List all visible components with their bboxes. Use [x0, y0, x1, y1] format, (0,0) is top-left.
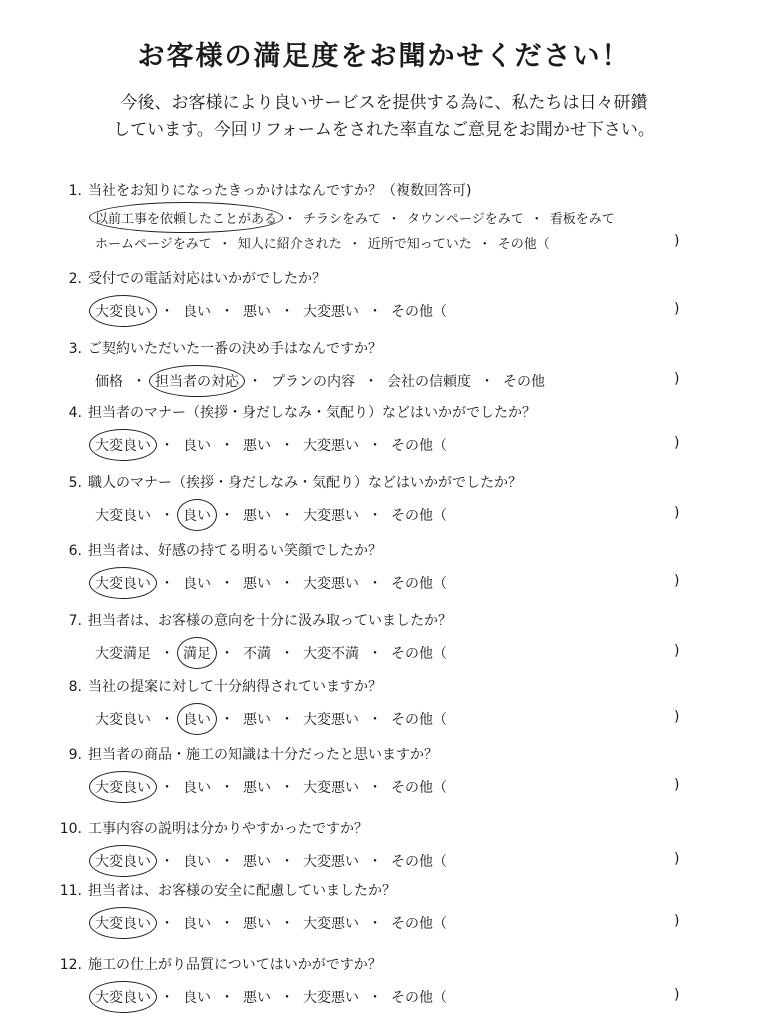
option: その他（ — [391, 304, 447, 320]
option: 価格 — [95, 374, 123, 390]
option-separator: ・ — [248, 374, 262, 390]
option: 大変悪い — [303, 576, 359, 592]
option-separator: ・ — [132, 374, 146, 390]
option-row — [95, 643, 447, 663]
option: 近所で知っていた — [367, 237, 472, 252]
question-text — [0, 744, 438, 764]
selected-option: 大変良い — [95, 777, 151, 797]
intro-line: しています。今回リフォームをされた率直なご意見をお聞かせ下さい。 — [113, 120, 655, 140]
option-row — [95, 301, 447, 321]
closing-paren: ) — [674, 851, 680, 867]
question-label: 担当者は、好感の持てる明るい笑顔でしたか？ — [88, 543, 382, 559]
selected-option: 担当者の対応 — [155, 371, 239, 391]
question-label: 当社をお知りになったきっかけはなんですか？（複数回答可) — [88, 183, 472, 199]
option: 良い — [183, 304, 211, 320]
option-separator: ・ — [160, 304, 174, 320]
option: タウンページをみて — [407, 212, 524, 227]
option-separator: ・ — [368, 916, 382, 932]
question-number: 1. — [68, 183, 82, 199]
option-separator: ・ — [220, 508, 234, 524]
question-number: 9. — [68, 747, 82, 763]
option-separator: ・ — [160, 508, 174, 524]
survey-title: お客様の満足度をお聞かせください！ — [137, 41, 631, 72]
option: その他（ — [391, 576, 447, 592]
question-label: 担当者の商品・施工の知識は十分だったと思いますか？ — [88, 747, 438, 763]
option-separator: ・ — [220, 780, 234, 796]
option: 大変良い — [95, 712, 151, 728]
option-separator: ・ — [160, 916, 174, 932]
option: 知人に紹介された — [237, 237, 342, 252]
question-label: 施工の仕上がり品質についてはいかがですか？ — [88, 957, 382, 973]
option-separator: ・ — [220, 854, 234, 870]
option-row — [95, 709, 447, 729]
question-label: 受付での電話対応はいかがでしたか？ — [88, 271, 326, 287]
option-separator: ・ — [160, 646, 174, 662]
option-separator: ・ — [280, 712, 294, 728]
option-separator: ・ — [478, 237, 492, 252]
option: 大変満足 — [95, 646, 151, 662]
option-separator: ・ — [220, 304, 234, 320]
selected-option: 満足 — [183, 643, 211, 663]
question-number: 8. — [68, 679, 82, 695]
option-separator: ・ — [280, 916, 294, 932]
option-row — [95, 505, 447, 525]
question-label: 工事内容の説明は分かりやすかったですか？ — [88, 821, 368, 837]
option: 悪い — [243, 508, 271, 524]
closing-paren: ) — [674, 709, 680, 725]
selected-option: 大変良い — [95, 987, 151, 1007]
option-separator: ・ — [280, 646, 294, 662]
question-text — [0, 268, 326, 288]
option-row — [95, 573, 447, 593]
question-label: 担当者は、お客様の意向を十分に汲み取っていましたか？ — [88, 613, 452, 629]
option-separator: ・ — [160, 576, 174, 592]
option-separator: ・ — [283, 212, 297, 227]
option: その他（ — [391, 916, 447, 932]
question-text — [0, 676, 382, 696]
option: 大変悪い — [303, 304, 359, 320]
option-separator: ・ — [280, 304, 294, 320]
selected-option: 大変良い — [95, 573, 151, 593]
option-separator: ・ — [368, 576, 382, 592]
closing-paren: ) — [674, 371, 680, 387]
option-row — [95, 777, 447, 797]
question-number: 6. — [68, 543, 82, 559]
selected-option: 大変良い — [95, 435, 151, 455]
option-separator: ・ — [160, 438, 174, 454]
option-separator: ・ — [160, 780, 174, 796]
question-text — [0, 880, 396, 900]
option: 大変悪い — [303, 854, 359, 870]
option-separator: ・ — [368, 854, 382, 870]
selected-option: 良い — [183, 505, 211, 525]
option: 悪い — [243, 576, 271, 592]
option: 看板をみて — [549, 212, 615, 227]
option-separator: ・ — [220, 438, 234, 454]
option: 大変悪い — [303, 916, 359, 932]
question-label: 担当者のマナー（挨拶・身だしなみ・気配り）などはいかがでしたか？ — [88, 405, 536, 421]
option: 良い — [183, 576, 211, 592]
option: その他（ — [391, 990, 447, 1006]
option-row — [95, 233, 550, 252]
option-separator: ・ — [280, 854, 294, 870]
option-separator: ・ — [480, 374, 494, 390]
question-text — [0, 818, 368, 838]
option: 良い — [183, 854, 211, 870]
option: 悪い — [243, 438, 271, 454]
option: 悪い — [243, 780, 271, 796]
option-separator: ・ — [280, 780, 294, 796]
closing-paren: ) — [674, 643, 680, 659]
option: 大変悪い — [303, 780, 359, 796]
option-separator: ・ — [368, 508, 382, 524]
question-text — [0, 540, 382, 560]
option: その他（ — [497, 237, 550, 252]
question-label: ご契約いただいた一番の決め手はなんですか？ — [88, 341, 382, 357]
option-separator: ・ — [160, 712, 174, 728]
question-label: 当社の提案に対して十分納得されていますか？ — [88, 679, 382, 695]
option-separator: ・ — [220, 646, 234, 662]
option-row — [95, 435, 447, 455]
option-separator: ・ — [368, 990, 382, 1006]
option-separator: ・ — [280, 438, 294, 454]
closing-paren: ) — [674, 301, 680, 317]
option-separator: ・ — [218, 237, 232, 252]
option: その他（ — [391, 646, 447, 662]
option: その他（ — [391, 780, 447, 796]
option-separator: ・ — [364, 374, 378, 390]
option-separator: ・ — [348, 237, 362, 252]
option: 悪い — [243, 990, 271, 1006]
option-row — [95, 208, 615, 227]
question-label: 担当者は、お客様の安全に配慮していましたか？ — [88, 883, 396, 899]
option-separator: ・ — [220, 990, 234, 1006]
option-separator: ・ — [280, 990, 294, 1006]
option-separator: ・ — [368, 780, 382, 796]
option: チラシをみて — [303, 212, 382, 227]
question-number: 3. — [68, 341, 82, 357]
option: プランの内容 — [271, 374, 355, 390]
option: 会社の信頼度 — [387, 374, 471, 390]
closing-paren: ) — [674, 573, 680, 589]
closing-paren: ) — [674, 913, 680, 929]
question-text — [0, 610, 452, 630]
option: 大変不満 — [303, 646, 359, 662]
option: 悪い — [243, 304, 271, 320]
selected-option: 大変良い — [95, 851, 151, 871]
option: その他（ — [391, 508, 447, 524]
option: 大変悪い — [303, 508, 359, 524]
option-row — [95, 987, 447, 1007]
option-row — [95, 913, 447, 933]
option-row — [95, 851, 447, 871]
option-separator: ・ — [280, 576, 294, 592]
option-separator: ・ — [368, 646, 382, 662]
question-number: 11. — [59, 883, 82, 899]
option-row — [95, 371, 545, 391]
option: その他（ — [391, 854, 447, 870]
option-separator: ・ — [220, 712, 234, 728]
question-text — [0, 338, 382, 358]
option: 良い — [183, 916, 211, 932]
intro-text — [0, 90, 768, 144]
question-number: 4. — [68, 405, 82, 421]
option-separator: ・ — [220, 916, 234, 932]
option: 大変悪い — [303, 712, 359, 728]
closing-paren: ) — [674, 987, 680, 1003]
question-text — [0, 402, 536, 422]
question-label: 職人のマナー（挨拶・身だしなみ・気配り）などはいかがでしたか？ — [88, 475, 522, 491]
selected-option: 良い — [183, 709, 211, 729]
question-number: 12. — [59, 957, 82, 973]
selected-option: 大変良い — [95, 301, 151, 321]
option: 悪い — [243, 854, 271, 870]
option-separator: ・ — [530, 212, 544, 227]
option-separator: ・ — [387, 212, 401, 227]
option: 良い — [183, 438, 211, 454]
option: 悪い — [243, 712, 271, 728]
option: 不満 — [243, 646, 271, 662]
closing-paren: ) — [674, 233, 680, 249]
selected-option: 以前工事を依頼したことがある — [95, 208, 277, 227]
question-number: 10. — [59, 821, 82, 837]
closing-paren: ) — [674, 435, 680, 451]
option: その他（ — [391, 438, 447, 454]
option-separator: ・ — [220, 576, 234, 592]
question-number: 5. — [68, 475, 82, 491]
option: その他（ — [391, 712, 447, 728]
option: 大変良い — [95, 508, 151, 524]
option: その他 — [503, 374, 545, 390]
option: 良い — [183, 780, 211, 796]
option: 大変悪い — [303, 990, 359, 1006]
closing-paren: ) — [674, 777, 680, 793]
option: 悪い — [243, 916, 271, 932]
option: 大変悪い — [303, 438, 359, 454]
selected-option: 大変良い — [95, 913, 151, 933]
question-text — [0, 472, 522, 492]
question-text — [0, 954, 382, 974]
option: ホームページをみて — [95, 237, 212, 252]
option-separator: ・ — [368, 304, 382, 320]
closing-paren: ) — [674, 505, 680, 521]
option-separator: ・ — [160, 990, 174, 1006]
option-separator: ・ — [160, 854, 174, 870]
question-text — [0, 180, 471, 200]
question-number: 2. — [68, 271, 82, 287]
intro-line: 今後、お客様により良いサービスを提供する為に、私たちは日々研鑽 — [120, 93, 648, 113]
question-number: 7. — [68, 613, 82, 629]
option-separator: ・ — [368, 712, 382, 728]
option-separator: ・ — [368, 438, 382, 454]
option: 良い — [183, 990, 211, 1006]
option-separator: ・ — [280, 508, 294, 524]
